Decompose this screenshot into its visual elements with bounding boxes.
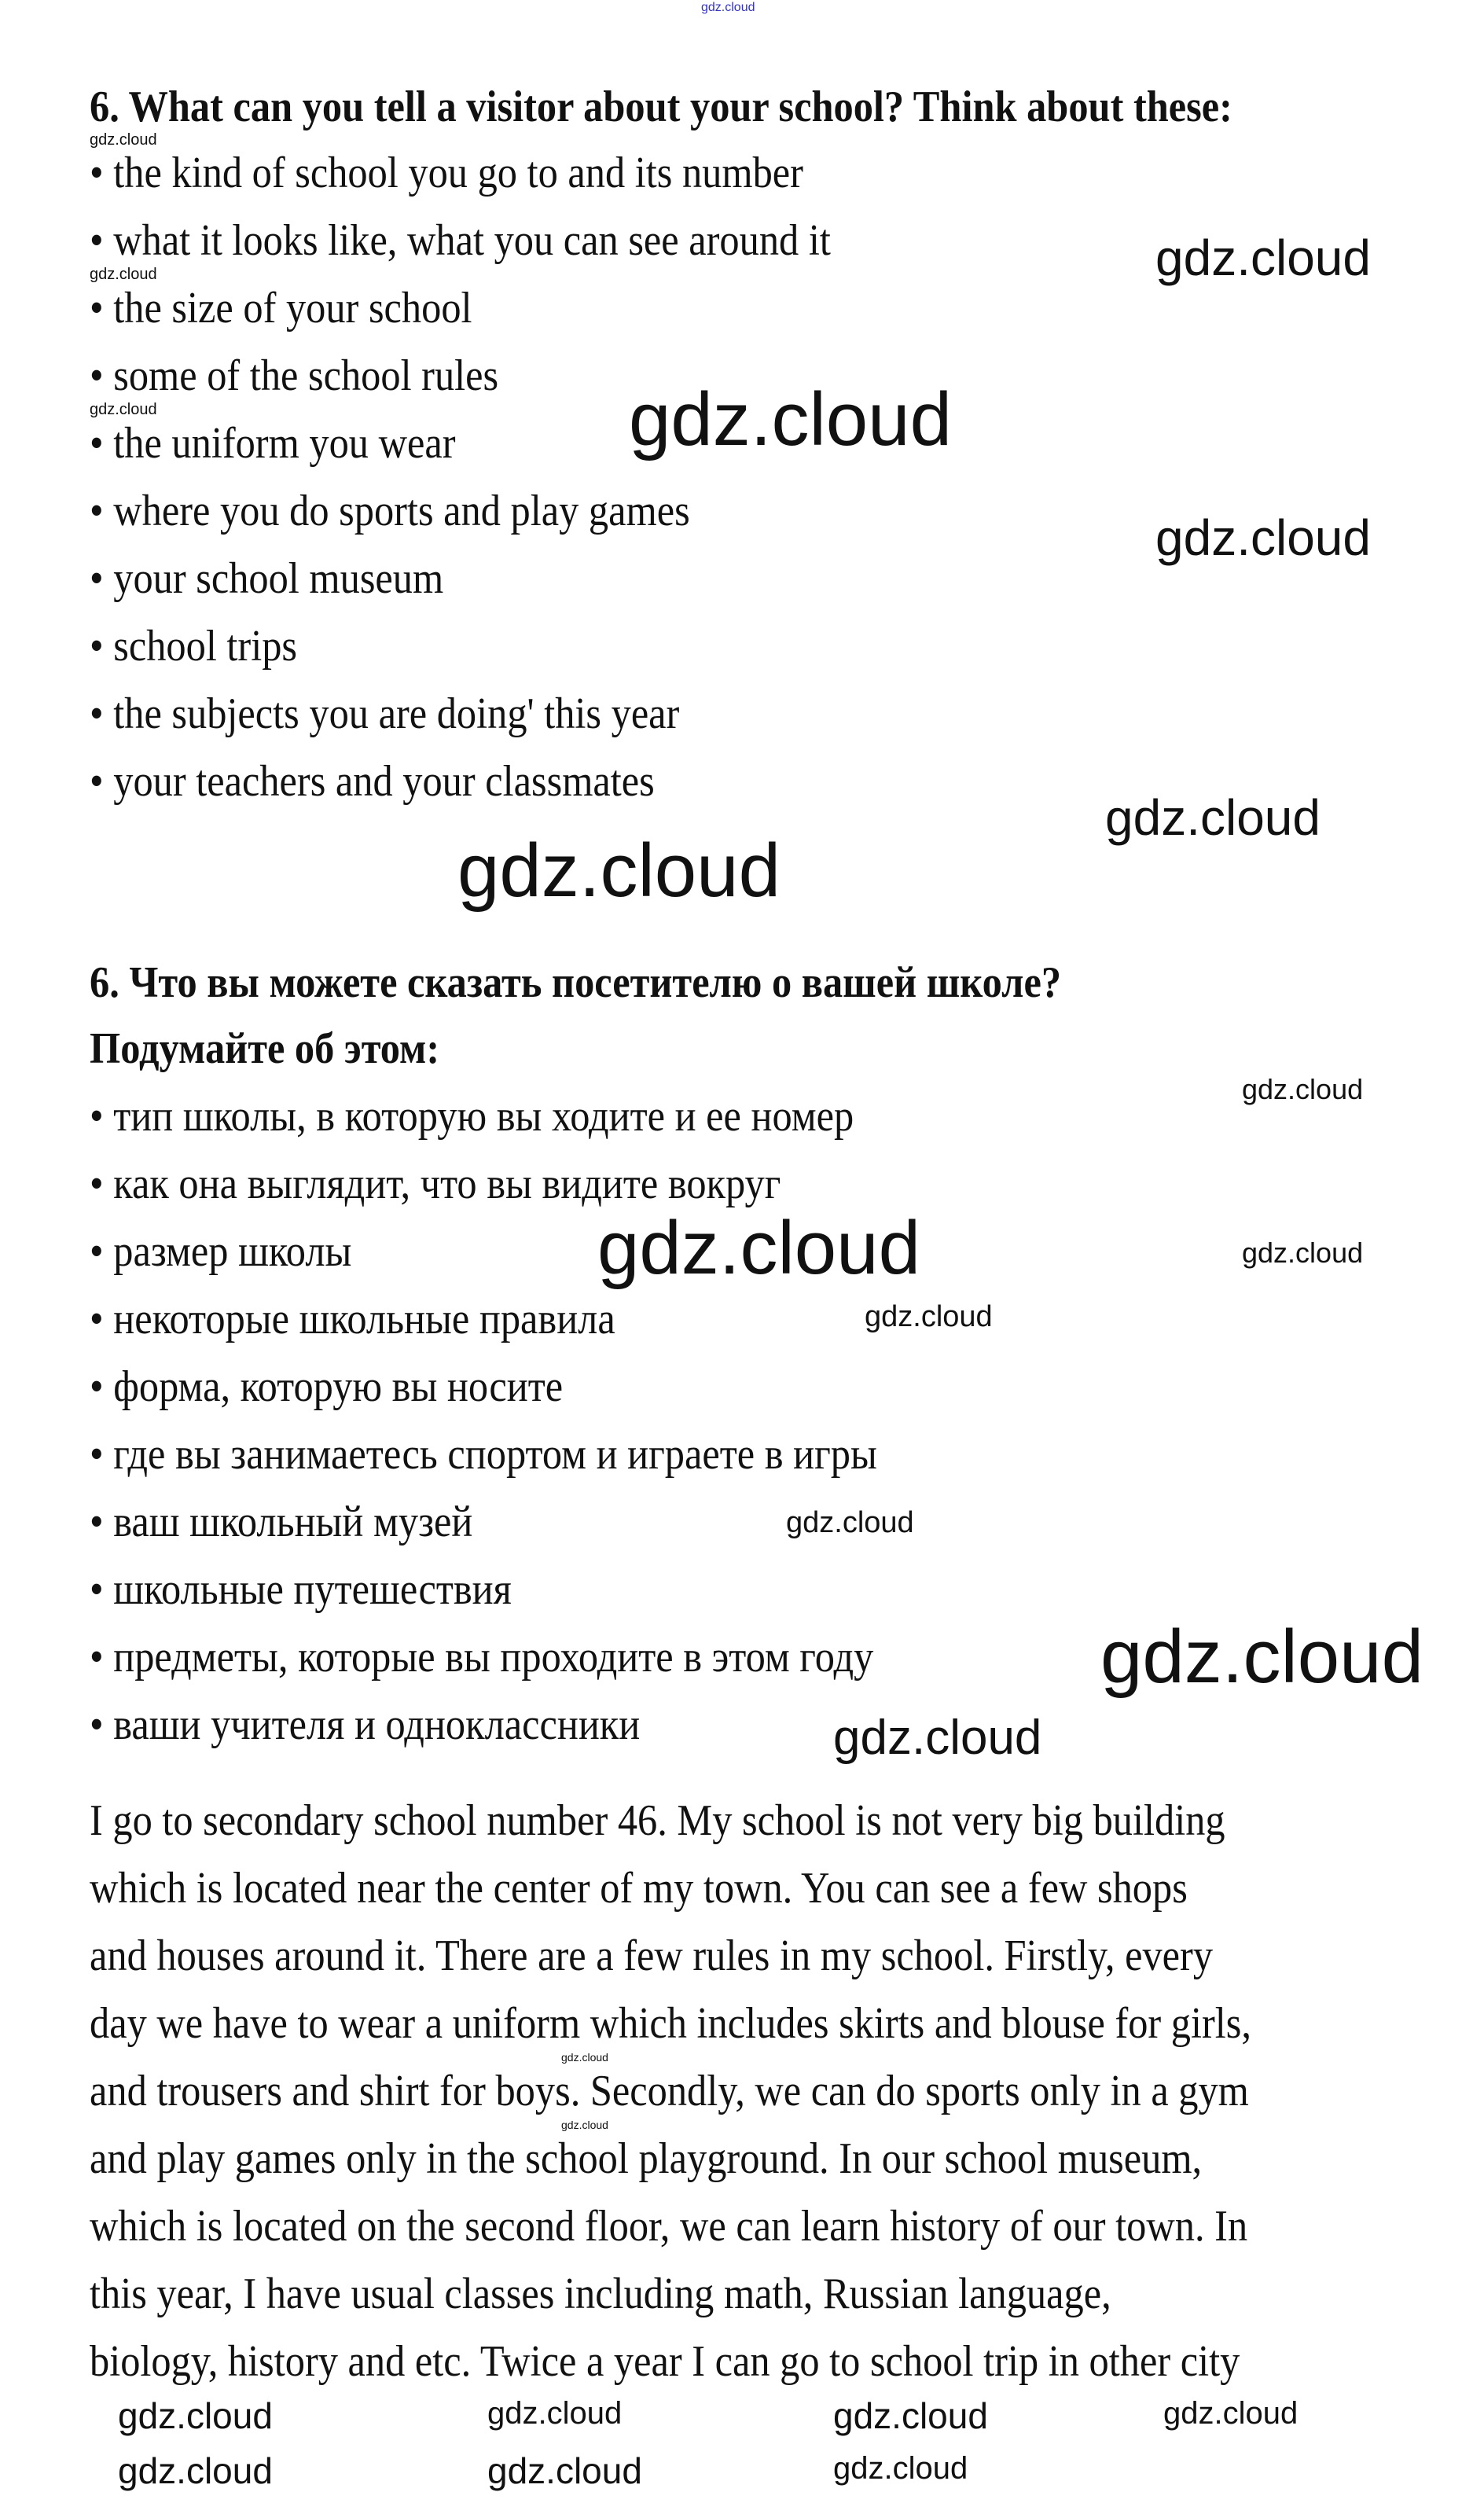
watermark: gdz.cloud [833, 1711, 1042, 1765]
bullet-item: • некоторые школьные правила [90, 1295, 615, 1343]
bullet-item: • the subjects you are doing' this year [90, 689, 680, 738]
russian-heading: 6. Что вы можете сказать посетителю о вашей школе? [90, 958, 1062, 1007]
paragraph-line: this year, I have usual classes including math, Russian language, [90, 2270, 1111, 2318]
watermark: gdz.cloud [701, 1, 755, 14]
bullet-item: • your teachers and your classmates [90, 757, 655, 806]
watermark: gdz.cloud [487, 2396, 623, 2431]
paragraph-line: and trousers and shirt for boys. Secondly, we can do sports only in a gym [90, 2067, 1249, 2115]
bullet-item: • where you do sports and play games [90, 487, 690, 535]
paragraph-line: and houses around it. There are a few rules in my school. Firstly, every [90, 1931, 1214, 1980]
bullet-item: • где вы занимаетесь спортом и играете в игры [90, 1430, 877, 1479]
bullet-item: • ваш школьный музей [90, 1498, 473, 1546]
bullet-item: • размер школы [90, 1227, 352, 1276]
watermark: gdz.cloud [1163, 2396, 1298, 2431]
bullet-item: • some of the school rules [90, 351, 499, 400]
watermark: gdz.cloud [1155, 509, 1371, 566]
watermark: gdz.cloud [833, 2451, 968, 2486]
watermark: gdz.cloud [1100, 1615, 1423, 1699]
bullet-item: • the size of your school [90, 284, 472, 333]
watermark: gdz.cloud [1242, 1073, 1364, 1105]
bullet-item: • ваши учителя и одноклассники [90, 1700, 641, 1749]
watermark: gdz.cloud [865, 1300, 993, 1333]
watermark: gdz.cloud [1242, 1237, 1364, 1269]
watermark: gdz.cloud [90, 401, 157, 418]
watermark: gdz.cloud [786, 1506, 914, 1539]
bullet-item: • тип школы, в которую вы ходите и ее номер [90, 1092, 854, 1141]
bullet-item: • предметы, которые вы проходите в этом году [90, 1633, 874, 1682]
watermark: gdz.cloud [629, 377, 952, 461]
paragraph-line: which is located on the second floor, we can learn history of our town. In [90, 2202, 1248, 2251]
watermark: gdz.cloud [118, 2395, 273, 2436]
watermark: gdz.cloud [457, 829, 781, 913]
bullet-item: • what it looks like, what you can see around it [90, 216, 831, 265]
paragraph-line: day we have to wear a uniform which includes skirts and blouse for girls, [90, 1999, 1252, 2048]
bullet-item: • your school museum [90, 554, 444, 603]
watermark: gdz.cloud [118, 2450, 273, 2491]
watermark: gdz.cloud [90, 266, 157, 283]
watermark: gdz.cloud [487, 2450, 642, 2491]
watermark: gdz.cloud [561, 2119, 608, 2131]
bullet-item: • school trips [90, 622, 298, 671]
russian-heading-line2: Подумайте об этом: [90, 1024, 440, 1073]
english-heading: 6. What can you tell a visitor about your school? Think about these: [90, 83, 1232, 131]
bullet-item: • как она выглядит, что вы видите вокруг [90, 1160, 781, 1208]
watermark: gdz.cloud [833, 2395, 988, 2436]
paragraph-line: I go to secondary school number 46. My school is not very big building [90, 1796, 1225, 1845]
watermark: gdz.cloud [1155, 230, 1371, 286]
watermark: gdz.cloud [90, 131, 157, 149]
paragraph-line: and play games only in the school playground. In our school museum, [90, 2134, 1203, 2183]
bullet-item: • the kind of school you go to and its number [90, 149, 803, 197]
bullet-item: • школьные путешествия [90, 1565, 512, 1614]
bullet-item: • форма, которую вы носите [90, 1362, 564, 1411]
watermark: gdz.cloud [597, 1206, 920, 1290]
paragraph-line: which is located near the center of my town. You can see a few shops [90, 1864, 1188, 1913]
bullet-item: • the uniform you wear [90, 419, 456, 468]
paragraph-line: biology, history and etc. Twice a year I can go to school trip in other city [90, 2337, 1240, 2386]
watermark: gdz.cloud [1105, 789, 1321, 846]
watermark: gdz.cloud [561, 2051, 608, 2064]
